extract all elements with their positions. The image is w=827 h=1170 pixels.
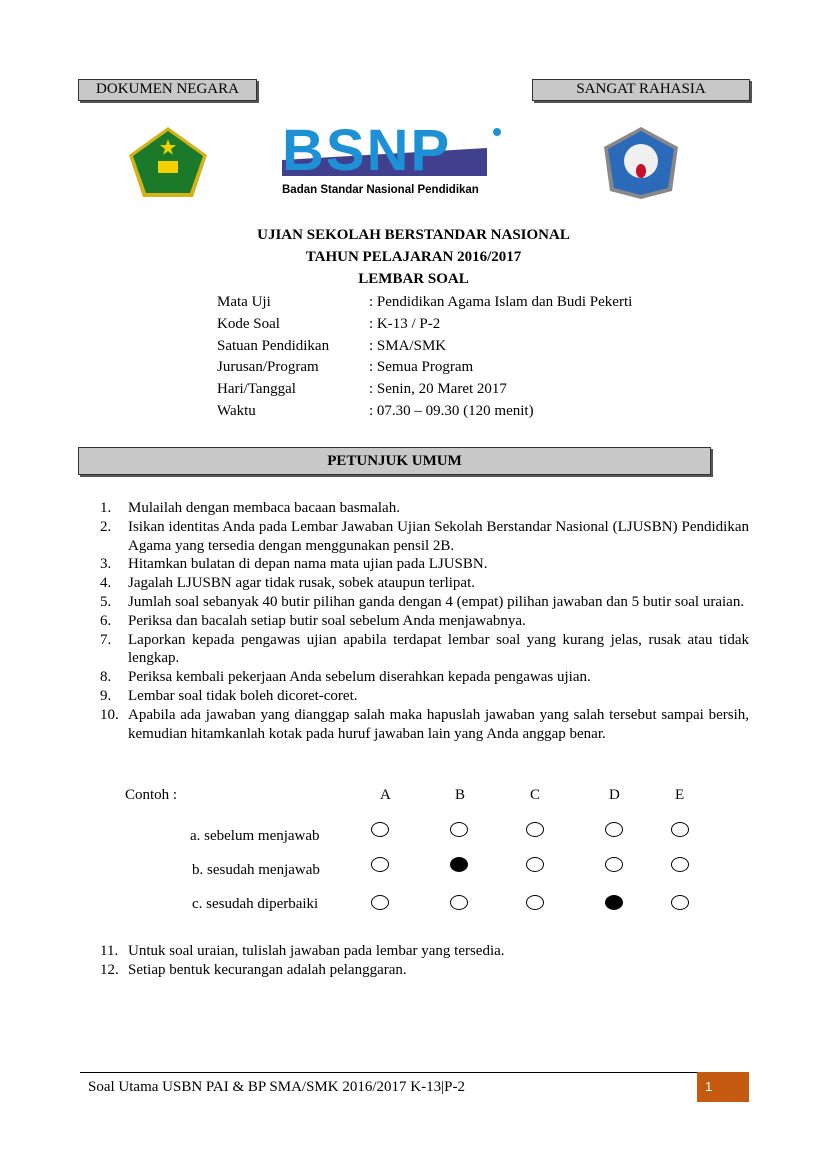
option-header: D: [609, 787, 620, 803]
list-item: 5. Jumlah soal sebanyak 40 butir pilihan ganda dengan 4 (empat) pilihan jawaban dan 5 butir soal uraian.: [100, 593, 745, 610]
list-item: 2. Isikan identitas Anda pada Lembar Jawaban Ujian Sekolah Berstandar Nasional (LJUSBN) Pendidikan Agama yang tersedia dengan menggunakan pensil 2B.: [100, 518, 749, 554]
page-number: 1: [697, 1072, 749, 1102]
answer-bubble-c: [526, 857, 544, 872]
option-header: A: [380, 787, 391, 803]
info-key: Waktu: [217, 402, 256, 419]
answer-bubble-d: [605, 822, 623, 837]
bsnp-subtitle: Badan Standar Nasional Pendidikan: [282, 184, 479, 196]
info-key: Mata Uji: [217, 294, 271, 310]
bsnp-logo-text: BSNP: [282, 126, 452, 176]
answer-bubble-c: [526, 895, 544, 910]
answer-bubble-d: [605, 895, 623, 910]
section-title: PETUNJUK UMUM: [78, 447, 711, 475]
answer-bubble-b: [450, 857, 468, 872]
answer-bubble-b: [450, 895, 468, 910]
list-item: 12. Setiap bentuk kecurangan adalah pelanggaran.: [100, 961, 407, 978]
answer-bubble-c: [526, 822, 544, 837]
sangat-rahasia-label: SANGAT RAHASIA: [532, 79, 750, 101]
info-key: Hari/Tanggal: [217, 381, 296, 398]
bsnp-logo: [282, 126, 507, 196]
instruction-list-continued: [100, 942, 749, 980]
answer-bubble-a: [371, 822, 389, 837]
instruction-list: [100, 499, 749, 743]
list-item: 11. Untuk soal uraian, tulislah jawaban pada lembar yang tersedia.: [100, 943, 505, 959]
exam-info: [217, 292, 632, 423]
info-value: : Semua Program: [369, 359, 474, 376]
example-row-label: c. sesudah diperbaiki: [192, 896, 319, 912]
sheet-title: LEMBAR SOAL: [358, 271, 469, 287]
exam-title: UJIAN SEKOLAH BERSTANDAR NASIONAL: [257, 227, 570, 243]
answer-bubble-e: [671, 822, 689, 837]
dokumen-negara-label: DOKUMEN NEGARA: [78, 79, 257, 101]
list-item: 8. Periksa kembali pekerjaan Anda sebelum diserahkan kepada pengawas ujian.: [100, 669, 591, 686]
example-row-label: b. sesudah menjawab: [192, 862, 320, 878]
list-item: 3. Hitamkan bulatan di depan nama mata ujian pada LJUSBN.: [100, 556, 488, 573]
answer-bubble-e: [671, 857, 689, 872]
list-item: 9. Lembar soal tidak boleh dicoret-coret.: [100, 687, 358, 704]
info-value: : 07.30 – 09.30 (120 menit): [369, 402, 534, 419]
answer-bubble-a: [371, 857, 389, 872]
info-key: Kode Soal: [217, 315, 280, 332]
tut-wuri-handayani-logo: [600, 125, 682, 201]
answer-bubble-a: [371, 895, 389, 910]
list-item: 1. Mulailah dengan membaca bacaan basmalah.: [100, 500, 400, 516]
footer-text: Soal Utama USBN PAI & BP SMA/SMK 2016/2017 K-13|P-2: [88, 1079, 465, 1095]
answer-bubble-d: [605, 857, 623, 872]
option-header: E: [675, 787, 685, 803]
info-value: : Pendidikan Agama Islam dan Budi Pekerti: [369, 294, 633, 310]
kemenag-logo: [127, 125, 209, 199]
footer-divider: [80, 1072, 697, 1073]
info-key: Satuan Pendidikan: [217, 337, 330, 354]
answer-bubble-e: [671, 895, 689, 910]
list-item: 10. Apabila ada jawaban yang dianggap salah maka hapuslah jawaban yang salah tersebut sampai bersih, kemudian hitamkanlah kotak pada huruf jawaban lain yang Anda anggap benar.: [100, 706, 749, 742]
info-key: Jurusan/Program: [217, 359, 319, 376]
example-label: Contoh :: [125, 787, 178, 803]
info-value: : SMA/SMK: [369, 337, 447, 354]
list-item: 6. Periksa dan bacalah setiap butir soal sebelum Anda menjawabnya.: [100, 612, 526, 629]
option-header: B: [455, 787, 466, 803]
list-item: 7. Laporkan kepada pengawas ujian apabila terdapat lembar soal yang kurang jelas, rusak atau tidak lengkap.: [100, 631, 749, 667]
answer-bubble-b: [450, 822, 468, 837]
info-value: : K-13 / P-2: [369, 315, 441, 332]
info-value: : Senin, 20 Maret 2017: [369, 381, 507, 398]
school-year: TAHUN PELAJARAN 2016/2017: [305, 249, 522, 265]
list-item: 4. Jagalah LJUSBN agar tidak rusak, sobek ataupun terlipat.: [100, 575, 475, 592]
example-row-label: a. sebelum menjawab: [190, 828, 320, 844]
option-header: C: [530, 787, 541, 803]
